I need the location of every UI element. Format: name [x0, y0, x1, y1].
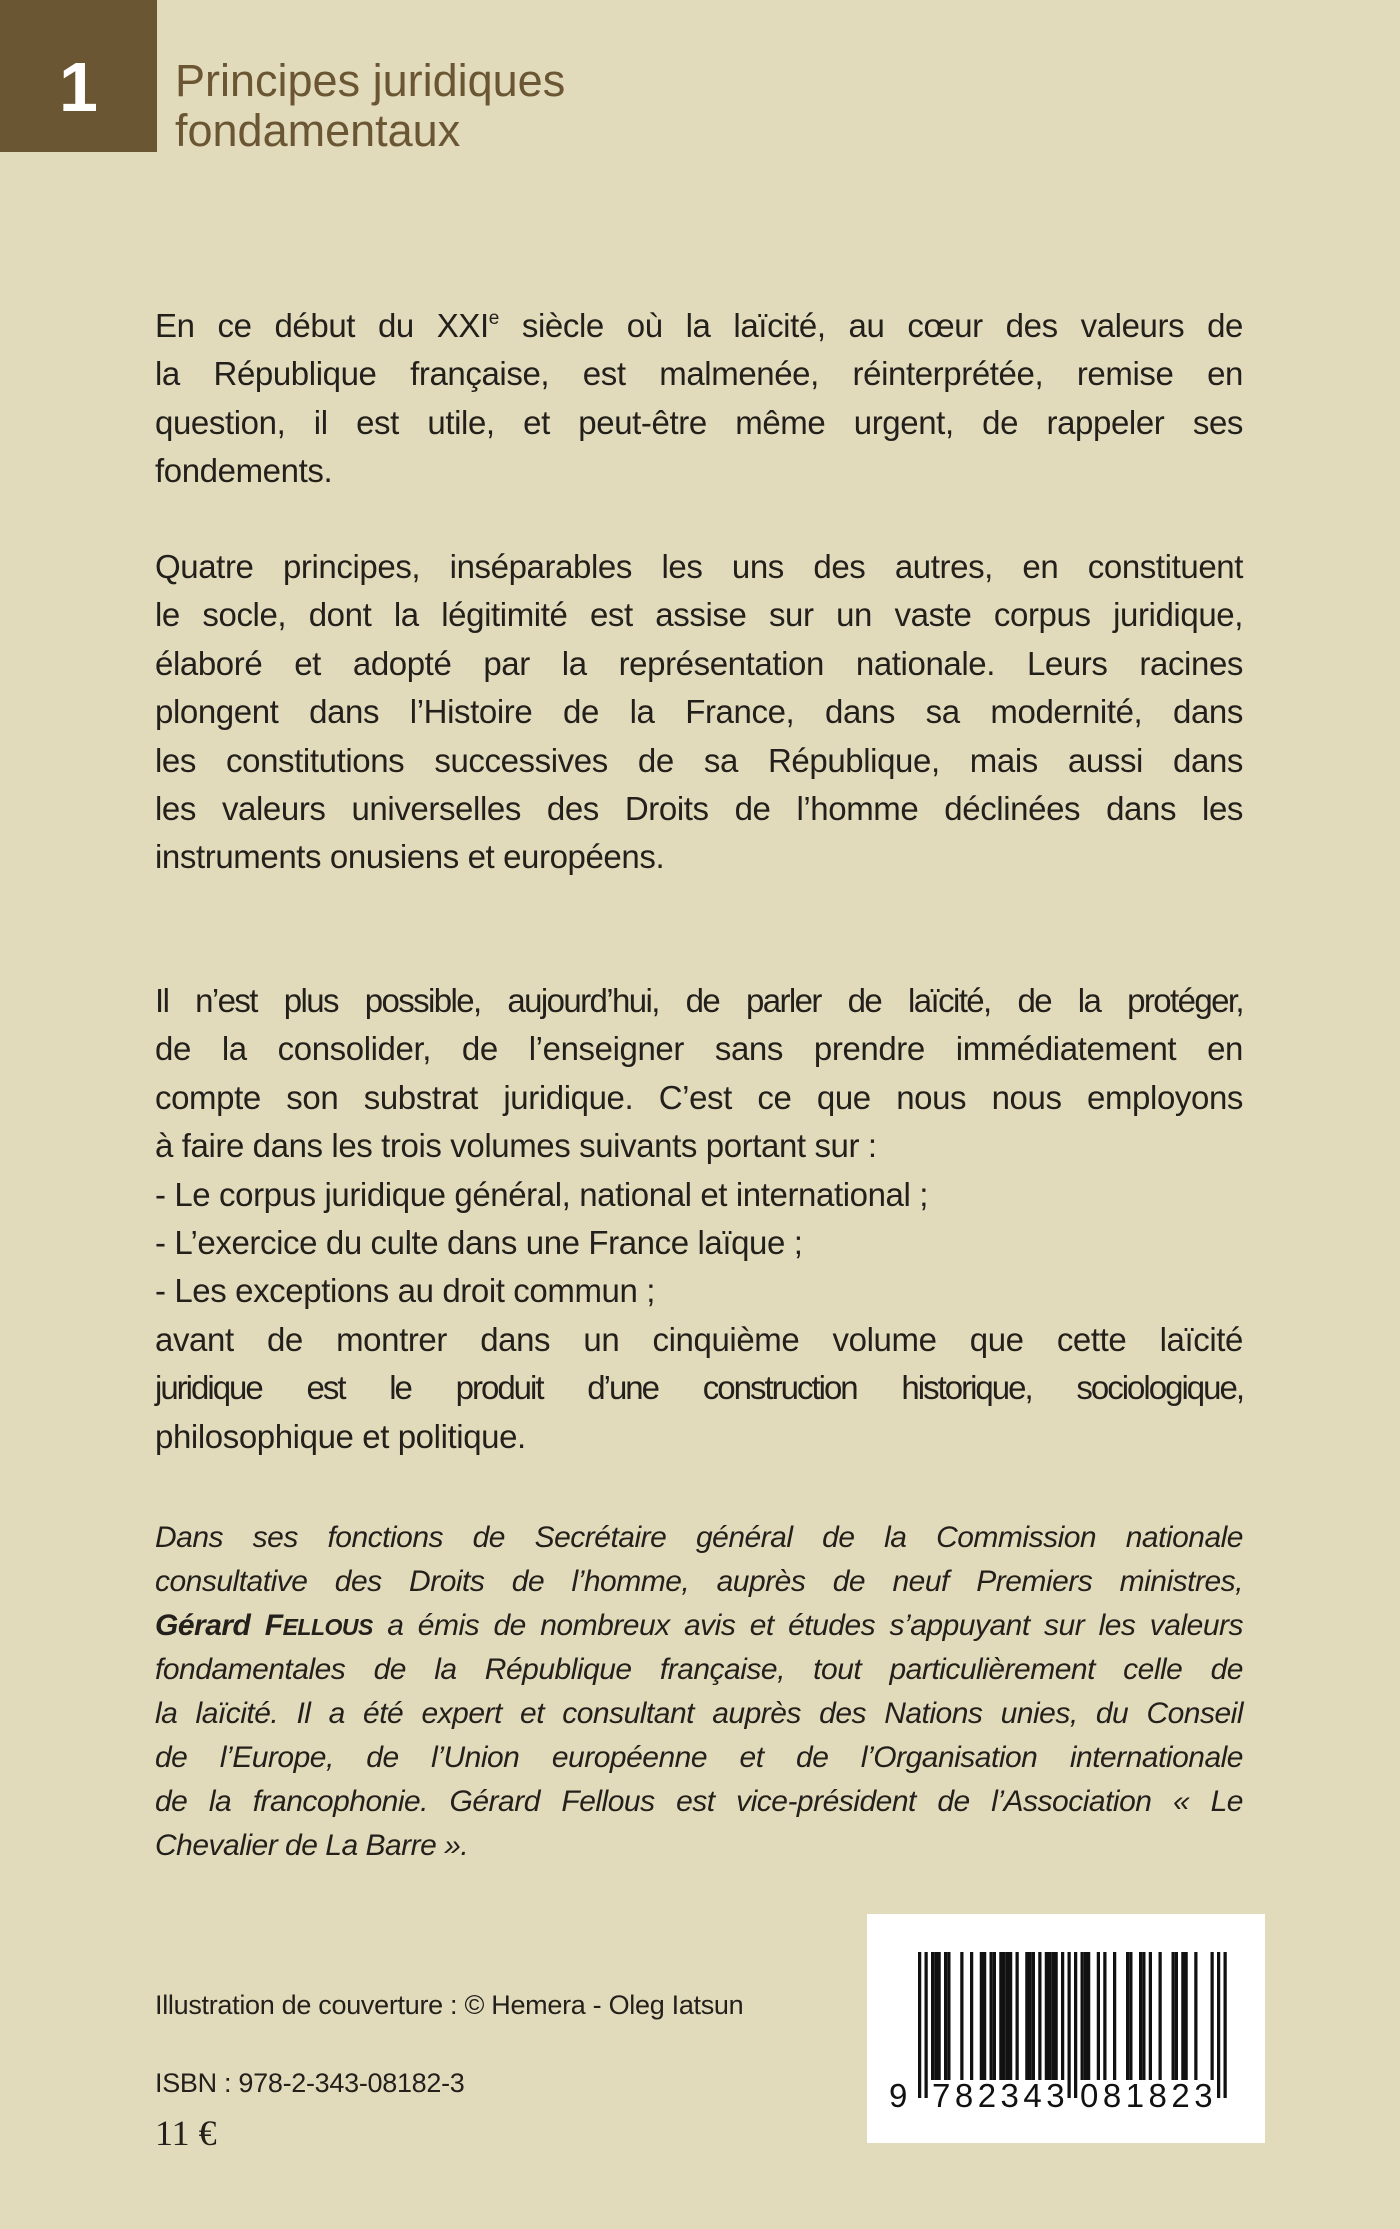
barcode-bar	[1084, 1952, 1087, 2080]
bio-line: Dans ses fonctions de Secrétaire général de la Commission nationale	[155, 1521, 1243, 1554]
barcode-bar	[1055, 1952, 1058, 2080]
barcode-bar	[944, 1952, 947, 2080]
barcode-bar	[1087, 1952, 1090, 2080]
barcode-bar	[1038, 1952, 1041, 2080]
barcode-bar	[1159, 1952, 1162, 2080]
volume-number: 1	[59, 48, 98, 126]
text-line: le socle, dont la légitimité est assise sur un vaste corpus juridique,	[155, 596, 1243, 634]
barcode-bar	[931, 1952, 934, 2080]
text-line: de la francophonie. Gérard Fellous est vice-président de l’Association « Le	[155, 1785, 1243, 1818]
barcode-bar	[1181, 1952, 1184, 2080]
barcode-bar	[1003, 1952, 1006, 2080]
text-line: de la consolider, de l’enseigner sans prendre immédiatement en	[155, 1030, 1243, 1068]
barcode-bar	[1103, 1952, 1106, 2080]
text-line: En ce début du XXIe siècle où la laïcité, au cœur des valeurs de	[155, 307, 1244, 344]
barcode-bar	[993, 1952, 996, 2080]
title-line: fondamentaux	[175, 105, 461, 156]
barcode-bar	[1061, 1952, 1064, 2080]
bio-line: Gérard FELLOUS a émis de nombreux avis et études s’appuyant sur les valeurs	[155, 1609, 1243, 1642]
barcode-bar	[1149, 1952, 1152, 2080]
text-line: - Les exceptions au droit commun ;	[155, 1272, 655, 1310]
text-line: - L’exercice du culte dans une France laïque ;	[155, 1223, 803, 1261]
barcode-bar	[1009, 1952, 1012, 2080]
barcode-bar	[1211, 1952, 1214, 2080]
barcode-bar	[1139, 1952, 1142, 2080]
text-line: question, il est utile, et peut-être même urgent, de rappeler ses	[155, 403, 1243, 441]
barcode-bar	[1051, 1952, 1054, 2080]
text-line: fondamentales de la République française, tout particulièrement celle de	[155, 1653, 1243, 1686]
bio-line: consultative des Droits de l’homme, auprès de neuf Premiers ministres,	[155, 1565, 1243, 1598]
barcode-bar	[1129, 1952, 1132, 2080]
text-line: Quatre principes, inséparables les uns des autres, en constituent	[155, 548, 1243, 585]
text-line: la laïcité. Il a été expert et consultant auprès des Nations unies, du Conseil	[155, 1697, 1243, 1730]
barcode-bar	[1172, 1952, 1175, 2080]
text-line: la République française, est malmenée, réinterprétée, remise en	[155, 355, 1243, 393]
text-line: de l’Europe, de l’Union européenne et de l’Organisation internationale	[155, 1741, 1243, 1774]
barcode-bar	[1217, 1952, 1220, 2098]
text-line: les valeurs universelles des Droits de l’homme déclinées dans les	[155, 789, 1243, 827]
barcode-bar	[1025, 1952, 1028, 2080]
text-line: - Le corpus juridique général, national et international ;	[155, 1175, 928, 1213]
barcode-bar	[1175, 1952, 1178, 2080]
text-line: les constitutions successives de sa République, mais aussi dans	[155, 741, 1243, 779]
text-line: avant de montrer dans un cinquième volume que cette laïcité	[155, 1320, 1243, 1358]
barcode-bar	[1045, 1952, 1048, 2080]
barcode-bar	[918, 1952, 921, 2098]
barcode-bar	[1185, 1952, 1188, 2080]
isbn: ISBN : 978-2-343-08182-3	[155, 2068, 465, 2098]
title-line: Principes juridiques	[175, 55, 566, 106]
barcode-bar	[1074, 1952, 1077, 2098]
author-name: Gérard FELLOUS	[155, 1609, 373, 1642]
text-line: compte son substrat juridique. C’est ce que nous nous employons	[155, 1078, 1243, 1116]
text-line: Il n’est plus possible, aujourd’hui, de parler de laïcité, de la protéger,	[155, 982, 1243, 1019]
barcode-bar	[1048, 1952, 1051, 2080]
barcode-bar	[1032, 1952, 1035, 2080]
text-line: plongent dans l’Histoire de la France, dans sa modernité, dans	[155, 693, 1243, 731]
text-line: philosophique et politique.	[155, 1417, 526, 1455]
barcode-bar	[990, 1952, 993, 2080]
cover-credit: Illustration de couverture : © Hemera - Oleg Iatsun	[155, 1990, 744, 2020]
text-line: juridique est le produit d’une construction historique, sociologique,	[155, 1369, 1243, 1407]
barcode-bar	[947, 1952, 950, 2080]
price: 11 €	[155, 2113, 217, 2153]
barcode-bar	[1006, 1952, 1009, 2080]
text-line: à faire dans les trois volumes suivants portant sur :	[155, 1127, 877, 1165]
barcode-digits-right: 081823	[1080, 2077, 1218, 2114]
barcode-bar	[1113, 1952, 1116, 2080]
barcode-bar	[980, 1952, 983, 2080]
barcode-bar	[1029, 1952, 1032, 2080]
text-line: élaboré et adopté par la représentation nationale. Leurs racines	[155, 644, 1243, 682]
barcode-bar	[1016, 1952, 1019, 2080]
text-line: fondements.	[155, 452, 333, 490]
barcode-bar	[960, 1952, 963, 2080]
barcode-bar	[938, 1952, 941, 2080]
barcode-bar	[970, 1952, 973, 2080]
barcode-bar	[983, 1952, 986, 2080]
barcode-bar	[925, 1952, 928, 2098]
barcode-bar	[999, 1952, 1002, 2080]
text-line: Chevalier de La Barre ».	[155, 1829, 469, 1862]
barcode-bar	[1194, 1952, 1197, 2080]
barcode-bar	[1097, 1952, 1100, 2080]
barcode-bar	[1142, 1952, 1145, 2080]
text-line: instruments onusiens et européens.	[155, 838, 665, 876]
barcode-bar	[1126, 1952, 1129, 2080]
barcode-digit-first: 9	[889, 2077, 908, 2114]
barcode-digits-left: 782343	[932, 2077, 1070, 2114]
barcode-bar	[934, 1952, 937, 2080]
barcode-bar	[1081, 1952, 1084, 2080]
barcode-bar	[1224, 1952, 1227, 2098]
